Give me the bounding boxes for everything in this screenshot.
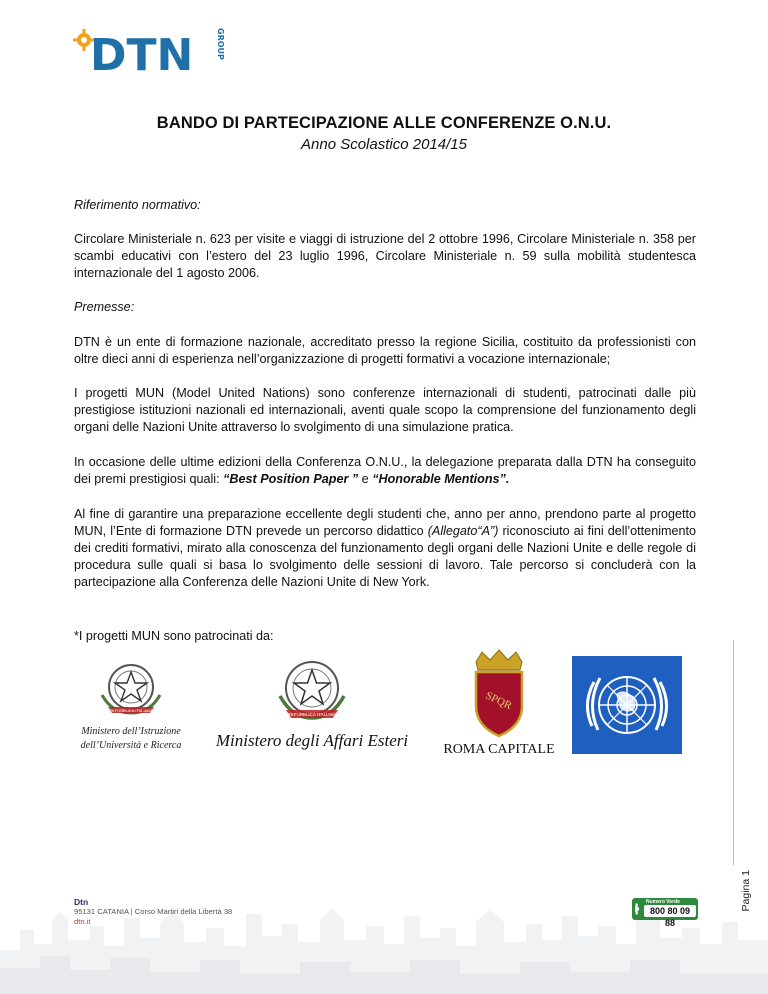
document-subtitle: Anno Scolastico 2014/15 <box>301 136 467 153</box>
percorso-text-b: riconosciuto ai fini dell’ottenimento dei crediti formativi, mirato alla conoscenza del funzionamento degli organi delle Nazioni Unite e delle regole di procedura sulle quali si basa lo svolgimento delle sessioni di lavoro. Tale percorso si concluderà con la partecipazione alla Conferenza delle Nazioni Unite di New York. <box>74 524 696 589</box>
crown-icon <box>476 650 522 670</box>
roma-capitale-emblem <box>440 650 558 758</box>
paragraph-percorso <box>74 506 696 591</box>
page-number: Pagina 1 <box>740 870 752 912</box>
numero-verde-number: 800 80 09 88 <box>644 905 696 917</box>
italian-republic-emblem-icon <box>280 662 344 718</box>
document-title: BANDO DI PARTECIPAZIONE ALLE CONFERENZE O.N.U. <box>156 114 612 132</box>
riferimento-heading: Riferimento normativo: <box>74 198 201 212</box>
paragraph-awards <box>74 454 696 488</box>
footer-website: dtn.it <box>74 917 91 926</box>
esteri-band-text: REPUBBLICA ITALIANA <box>287 712 337 717</box>
riferimento-body: Circolare Ministeriale n. 623 per visite e viaggi di istruzione del 2 ottobre 1996, Circolare Ministeriale n. 358 per scambi educativi con l’estero del 23 luglio 1996, Circolare Ministeriale n. 59 sulla mobilità studentesca internazionale del 1 agosto 2006. <box>74 232 696 280</box>
roma-spqr: SPQR <box>483 689 514 713</box>
dtn-logo <box>72 20 225 82</box>
award-best-position-paper: “Best Position Paper ” <box>223 472 359 486</box>
roma-capitale-text: ROMA CAPITALE <box>443 742 555 757</box>
title-block <box>0 114 768 153</box>
page-number-divider <box>733 640 734 865</box>
footer-company-name: Dtn <box>74 897 89 907</box>
footer-address: 95131 CATANIA | Corso Martiri della Libertà 38 <box>74 907 233 916</box>
united-nations-emblem <box>572 656 682 754</box>
miur-line1: Ministero dell’Istruzione <box>81 726 181 737</box>
numero-verde-label: Numero Verde <box>646 899 680 905</box>
miur-line2: dell’Università e Ricerca <box>80 740 182 751</box>
award-honorable-mentions: “Honorable Mentions”. <box>372 472 510 486</box>
percorso-text-a: Al fine di garantire una preparazione eccellente degli studenti che, anno per anno, prendono parte al progetto MUN, l’Ente di formazione DTN prevede un percorso didattico <box>74 507 696 538</box>
esteri-emblem <box>210 652 415 752</box>
premesse-heading: Premesse: <box>74 300 135 314</box>
italian-republic-emblem-icon <box>102 665 160 713</box>
awards-and: e <box>358 472 373 486</box>
miur-emblem <box>62 655 200 755</box>
paragraph-mun: I progetti MUN (Model United Nations) sono conferenze internazionali di studenti, patrocinati dalle più prestigiose istituzioni nazionali ed internazionali, aventi quale scopo la comprensione del funzionamento degli organi delle Nazioni Unite attraverso lo svolgimento di una simulazione pratica. <box>74 386 696 434</box>
paragraph-dtn: DTN è un ente di formazione nazionale, accreditato presso la regione Sicilia, costituito da professionisti con oltre dieci anni di esperienza nell’organizzazione di progetti formativi a vocazione internazionale; <box>74 335 696 366</box>
awards-intro: In occasione delle ultime edizioni della Conferenza O.N.U., la delegazione preparata dalla DTN ha conseguito dei premi prestigiosi quali: <box>74 455 696 486</box>
logo-text: DTN <box>90 30 194 81</box>
phone-icon <box>634 902 643 916</box>
allegato-reference: (Allegato“A”) <box>427 524 499 538</box>
patrocinio-text: *I progetti MUN sono patrocinati da: <box>74 629 274 643</box>
logo-sub-text: GROUP <box>216 28 225 60</box>
esteri-text: Ministero degli Affari Esteri <box>215 731 409 750</box>
miur-band-text: REPUBBLICA ITALIANA <box>109 708 153 713</box>
footer-contact <box>74 897 232 927</box>
